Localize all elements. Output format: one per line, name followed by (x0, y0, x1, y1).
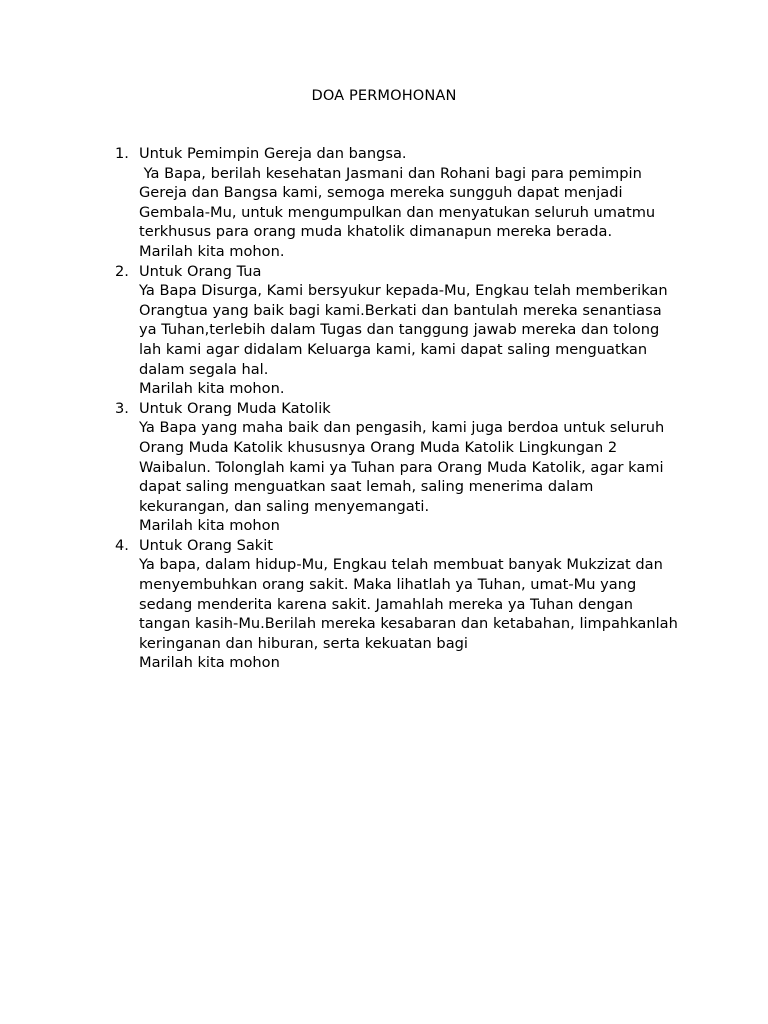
prayer-list (115, 144, 683, 673)
item-body: Ya Bapa, berilah kesehatan Jasmani dan Rohani bagi para pemimpin Gereja dan Bangsa kami, semoga mereka sungguh dapat menjadi Gembala-Mu, untuk mengumpulkan dan menyatukan seluruh umatmu terkhusus para orang muda khatolik dimanapun mereka berada. (139, 164, 660, 241)
item-closing: Marilah kita mohon. (139, 380, 285, 398)
prayer-item (115, 144, 679, 262)
item-body: Ya Bapa Disurga, Kami bersyukur kepada-Mu, Engkau telah memberikan Orangtua yang baik bagi kami.Berkati dan bantulah mereka senantiasa ya Tuhan,terlebih dalam Tugas dan tanggung jawab mereka dan tolong lah kami agar didalam Keluarga kami, kami dapat saling menguatkan dalam segala hal. (139, 282, 673, 378)
item-closing: Marilah kita mohon (139, 654, 280, 672)
item-number: 4. (115, 536, 129, 554)
item-number: 2. (115, 262, 129, 280)
item-number: 3. (115, 399, 129, 417)
item-title: Untuk Orang Sakit (139, 536, 274, 554)
item-number: 1. (115, 145, 129, 162)
item-title: Untuk Orang Muda Katolik (139, 399, 331, 417)
item-title: Untuk Orang Tua (139, 262, 262, 280)
item-body: Ya bapa, dalam hidup-Mu, Engkau telah membuat banyak Mukzizat dan menyembuhkan orang sakit. Maka lihatlah ya Tuhan, umat-Mu yang sedang menderita karena sakit. Jamahlah mereka ya Tuhan dengan tangan kasih-Mu.Berilah mereka kesabaran dan ketabahan, limpahkanlah keringanan dan hiburan, serta kekuatan bagi (139, 556, 683, 652)
item-title: Untuk Pemimpin Gereja dan bangsa. (139, 145, 407, 162)
item-closing: Marilah kita mohon. (139, 242, 285, 260)
item-body: Ya Bapa yang maha baik dan pengasih, kami juga berdoa untuk seluruh Orang Muda Katolik khususnya Orang Muda Katolik Lingkungan 2 Waibalun. Tolonglah kami ya Tuhan para Orang Muda Katolik, agar kami dapat saling menguatkan saat lemah, saling menerima dalam kekurangan, dan saling menyemangati. (139, 419, 669, 515)
prayer-item (115, 536, 683, 673)
document-title: DOA PERMOHONAN (311, 87, 457, 104)
item-closing: Marilah kita mohon (139, 517, 280, 535)
prayer-item (115, 399, 679, 536)
prayer-item (115, 262, 679, 399)
